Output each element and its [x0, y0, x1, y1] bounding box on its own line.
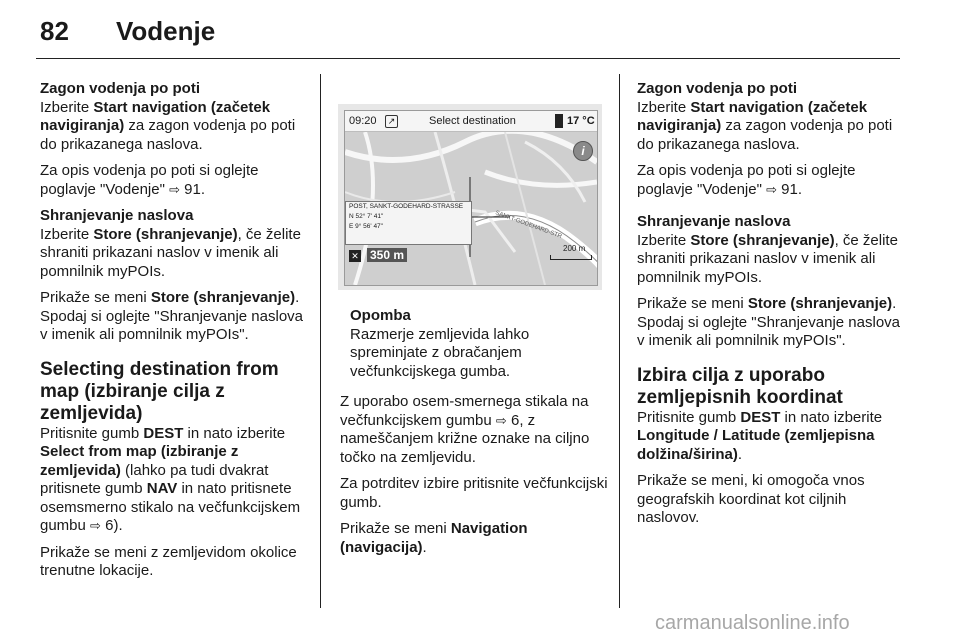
header-rule — [36, 58, 900, 59]
paragraph — [637, 295, 909, 351]
note-box — [350, 307, 608, 381]
paragraph: Za potrditev izbire pritisnite večfunkcijski gumb. — [340, 475, 608, 511]
text: (lahko pa tudi dvakrat pritisnete gumb — [40, 461, 269, 497]
paragraph: Prikaže se meni, ki omogoča vnos geografskih koordinat kot ciljnih naslovov. — [637, 472, 865, 526]
section-heading-coordinates: Izbira cilja z uporabo zemljepisnih koordinat — [637, 364, 843, 408]
button-term: DEST — [143, 424, 184, 442]
paragraph — [340, 393, 608, 467]
left-column — [40, 80, 310, 589]
info-icon[interactable]: i — [573, 141, 593, 161]
reference-arrow-icon: ⇨ — [90, 518, 101, 533]
text: Izberite — [637, 231, 691, 249]
text: 6, z nameščanjem križne oznake na ciljno točko na zemljevidu. — [340, 411, 590, 466]
text: Prikaže se meni — [637, 295, 748, 312]
section-heading-select-from-map: Selecting destination from map (izbiranje cilja z zemljevida) — [40, 358, 279, 424]
text: Za opis vodenja po poti si oglejte poglavje "Vodenje" — [637, 162, 856, 198]
text: 91. — [180, 180, 206, 198]
map-scale-bar — [550, 255, 592, 260]
status-bar — [345, 111, 597, 132]
text: Prikaže se meni — [340, 520, 451, 537]
page-title: Vodenje — [116, 16, 216, 46]
text: za zagon vodenja po poti do prikazanega naslova. — [637, 117, 893, 153]
section-heading-store-address: Shranjevanje naslova — [40, 207, 194, 224]
paragraph — [637, 409, 909, 465]
text: in nato pritisnete osemsmerno stikalo na večfunkcijskem gumbu — [40, 480, 301, 534]
menu-term: Store (shranjevanje) — [690, 231, 835, 249]
text: in nato izberite — [183, 424, 286, 442]
menu-term: Navigation (navigacija) — [340, 520, 528, 556]
section-heading-start-guidance: Zagon vodenja po poti — [40, 80, 200, 97]
paragraph — [40, 425, 310, 536]
right-column — [637, 80, 909, 536]
reference-arrow-icon: ⇨ — [169, 181, 180, 197]
thermometer-icon — [555, 114, 563, 128]
screen-display — [344, 110, 598, 286]
menu-term: Store (shranjevanje) — [150, 289, 296, 306]
navigation-icon: ↗ — [385, 115, 398, 128]
note-text: Razmerje zemljevida lahko spreminjate z obračanjem večfunkcijskega gumba. — [350, 325, 530, 380]
column-divider-right — [619, 74, 620, 608]
text: in nato izberite — [780, 408, 883, 426]
text: Pritisnite gumb — [637, 408, 741, 426]
text: . Spodaj si oglejte "Shranjevanje naslova v imenik ali pomnilnik myPOIs". — [40, 289, 303, 343]
button-term: DEST — [740, 408, 781, 426]
map-scale-label: 200 m — [563, 244, 586, 253]
reference-arrow-icon: ⇨ — [495, 412, 507, 428]
menu-term: Start navigation (začetek navigiranja) — [40, 98, 271, 134]
text: Izberite — [637, 98, 691, 116]
latitude: N 52° 7' 41" — [349, 213, 384, 220]
navigation-screen-illustration — [338, 104, 602, 290]
text: , če želite shraniti prikazani naslov v imenik ali pomnilnik myPOIs. — [637, 231, 898, 286]
screen-title: Select destination — [429, 115, 516, 127]
paragraph: Prikaže se meni z zemljevidom okolice trenutne lokacije. — [40, 543, 297, 579]
paragraph — [340, 520, 608, 557]
map-scale-distance: 350 m — [367, 248, 407, 262]
map-street-label: SANKT-GODEHARD-STR — [494, 210, 563, 240]
text: , če želite shraniti prikazani naslov v imenik ali pomnilnik myPOIs. — [40, 225, 301, 280]
paragraph — [40, 226, 310, 282]
menu-term: Store (shranjevanje) — [93, 225, 238, 243]
paragraph — [40, 289, 310, 345]
text: 6). — [100, 517, 123, 534]
paragraph — [637, 162, 909, 199]
temperature: 17 °C — [567, 115, 595, 127]
text: . Spodaj si oglejte "Shranjevanje naslova v imenik ali pomnilnik myPOIs". — [637, 295, 900, 349]
paragraph — [637, 232, 909, 288]
clock: 09:20 — [349, 115, 377, 127]
middle-column — [340, 307, 608, 565]
menu-term: Start navigation (začetek navigiranja) — [637, 98, 868, 134]
longitude: E 9° 56' 47" — [349, 223, 383, 230]
text: Z uporabo osem-smernega stikala na večfunkcijskem gumbu — [340, 393, 589, 429]
note-title: Opomba — [350, 307, 411, 324]
text: . — [737, 445, 743, 463]
page-number: 82 — [40, 16, 69, 46]
column-divider-left — [320, 74, 321, 608]
menu-term: Longitude / Latitude (zemljepisna dolžina/širina) — [637, 427, 875, 463]
location-popup — [345, 201, 472, 245]
text: Izberite — [40, 98, 94, 116]
button-term: NAV — [146, 480, 178, 497]
text: 91. — [777, 180, 803, 198]
text: Izberite — [40, 225, 94, 243]
watermark: carmanualsonline.info — [655, 612, 850, 634]
reference-arrow-icon: ⇨ — [766, 181, 777, 197]
text: za zagon vodenja po poti do prikazanega naslova. — [40, 117, 296, 153]
text: Prikaže se meni — [40, 289, 151, 306]
text: . — [422, 538, 427, 556]
menu-term: Select from map (izbiranje z zemljevida) — [40, 443, 239, 479]
text: Pritisnite gumb — [40, 424, 144, 442]
close-icon[interactable]: ✕ — [349, 250, 361, 262]
section-heading-start-guidance: Zagon vodenja po poti — [637, 80, 797, 97]
paragraph — [637, 99, 909, 155]
menu-term: Store (shranjevanje) — [747, 295, 893, 312]
section-heading-store-address: Shranjevanje naslova — [637, 213, 791, 230]
text: Za opis vodenja po poti si oglejte poglavje "Vodenje" — [40, 162, 259, 198]
paragraph — [40, 99, 310, 155]
street-name: POST, SANKT-GODEHARD-STRASSE — [349, 203, 464, 210]
paragraph — [40, 162, 310, 199]
